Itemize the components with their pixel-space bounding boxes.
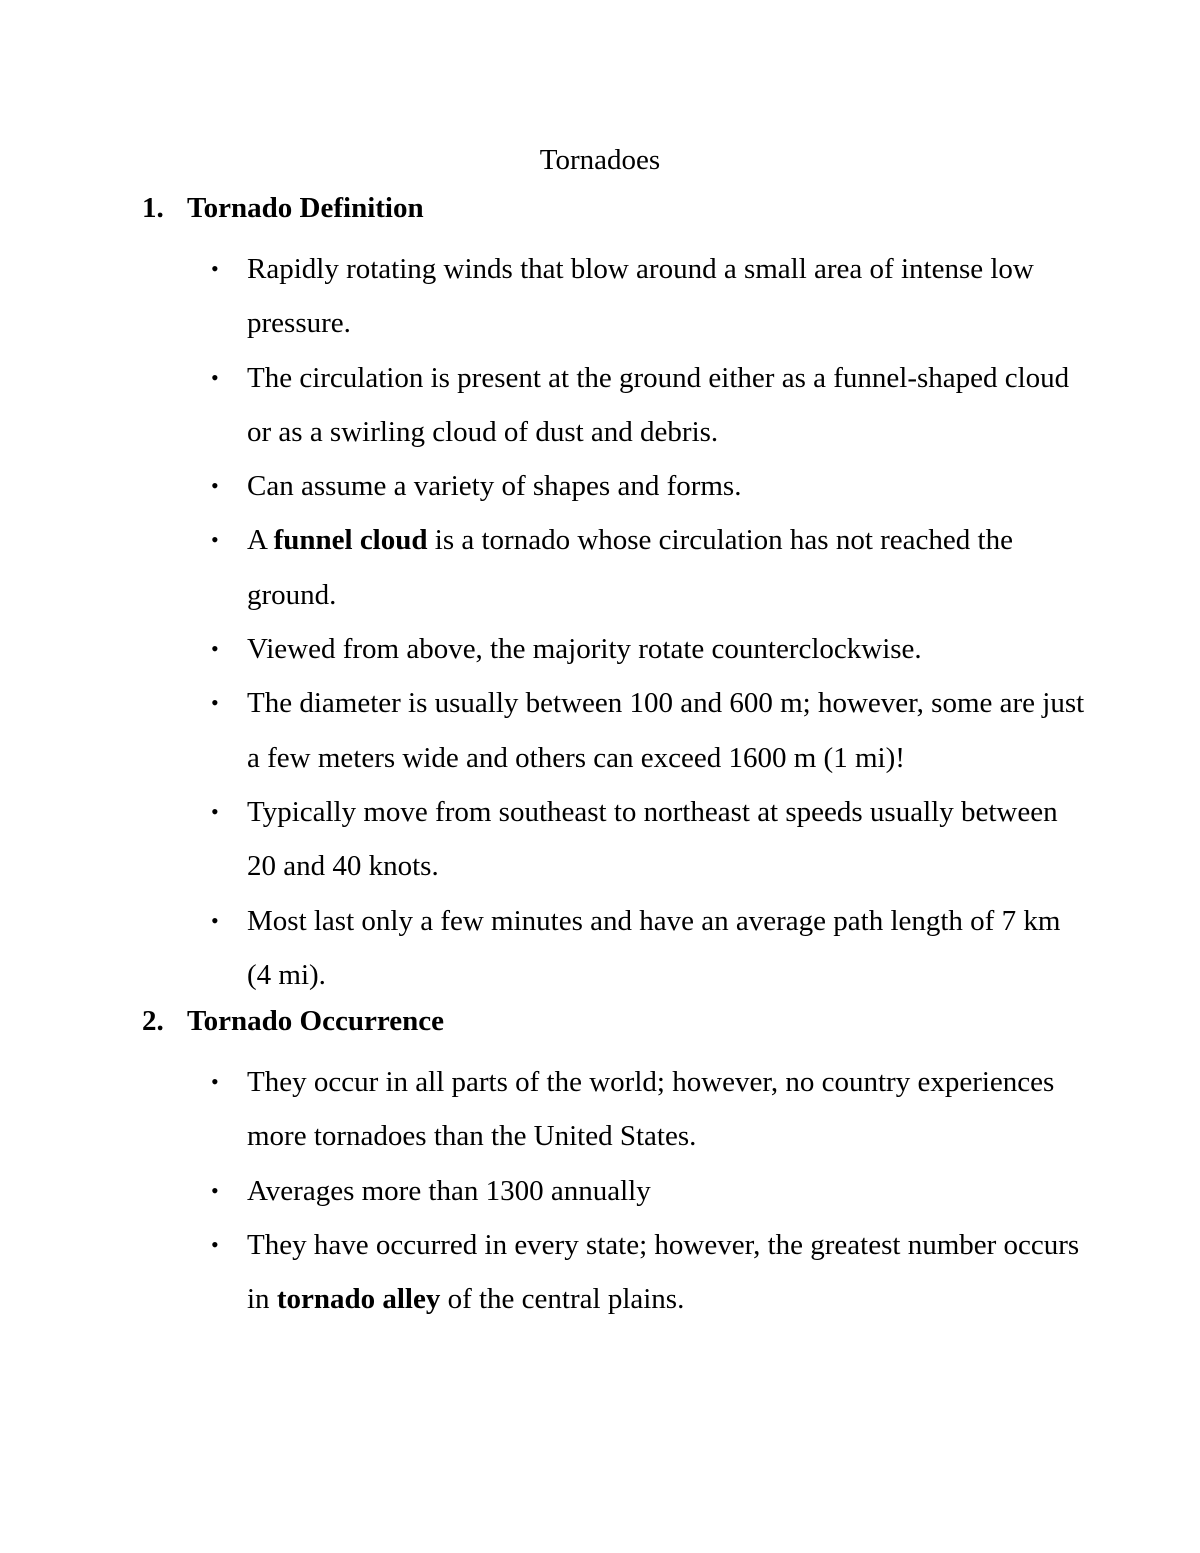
list-item [0, 1055, 1087, 1164]
bold-term-tornado-alley: tornado alley [276, 1283, 441, 1316]
section-tornado-occurrence [0, 1001, 1200, 1326]
bullet-text: The diameter is usually between 100 and 600 m; however, some are just a few meters wide and others can exceed 1600 m (1 mi)! [247, 687, 1085, 774]
bullet-icon: • [211, 1231, 219, 1257]
document-title: Tornadoes [539, 144, 661, 176]
section-number: 1. [142, 192, 164, 224]
bullet-text: Can assume a variety of shapes and forms. [247, 470, 742, 503]
bullet-text: They occur in all parts of the world; however, no country experiences more tornadoes than the United States. [247, 1066, 1055, 1153]
section-heading [0, 1001, 1200, 1055]
section-title: Tornado Definition [187, 192, 424, 224]
bullet-icon: • [211, 1177, 219, 1203]
bullet-icon: • [211, 636, 219, 662]
bullet-text: Typically move from southeast to northeast at speeds usually between 20 and 40 knots. [247, 795, 1058, 883]
bullet-text-after: of the central plains. [440, 1283, 685, 1316]
bullet-text-before: A [247, 524, 274, 557]
list-item [0, 785, 1087, 894]
bullet-text [247, 524, 1013, 610]
bullet-icon: • [211, 364, 219, 390]
list-item [0, 894, 1087, 1003]
bullet-text-after: is a tornado whose circulation has not reached the ground. [247, 524, 1013, 611]
list-item [0, 1218, 1087, 1327]
bold-term-funnel-cloud: funnel cloud [273, 524, 428, 557]
bullet-icon: • [211, 1069, 219, 1094]
bullet-icon: • [211, 256, 219, 281]
bullet-icon: • [211, 473, 219, 499]
bullet-list [0, 242, 1200, 1002]
section-title: Tornado Occurrence [187, 1005, 444, 1037]
list-item [0, 242, 1087, 351]
bullet-text: Averages more than 1300 annually [247, 1174, 651, 1207]
list-item [0, 622, 1087, 676]
list-item [0, 513, 1087, 622]
list-item [0, 459, 1087, 513]
bullet-text-before: They have occurred in every state; however, the greatest number occurs in [247, 1228, 1080, 1316]
list-item [0, 1164, 1087, 1218]
section-tornado-definition [0, 188, 1200, 1002]
list-item [0, 676, 1087, 785]
bullet-text: Rapidly rotating winds that blow around a small area of intense low pressure. [247, 253, 1034, 340]
bullet-text [247, 1229, 1079, 1315]
bullet-icon: • [211, 690, 219, 716]
section-number: 2. [142, 1005, 164, 1037]
bullet-icon: • [211, 527, 219, 553]
list-item [0, 351, 1087, 460]
bullet-text: The circulation is present at the ground either as a funnel-shaped cloud or as a swirling cloud of dust and debris. [247, 361, 1070, 448]
bullet-list [0, 1055, 1200, 1326]
bullet-text: Viewed from above, the majority rotate counterclockwise. [247, 633, 922, 666]
bullet-text: Most last only a few minutes and have an average path length of 7 km (4 mi). [247, 904, 1061, 991]
section-heading [0, 188, 1200, 242]
bullet-icon: • [211, 798, 219, 824]
bullet-icon: • [211, 907, 219, 933]
